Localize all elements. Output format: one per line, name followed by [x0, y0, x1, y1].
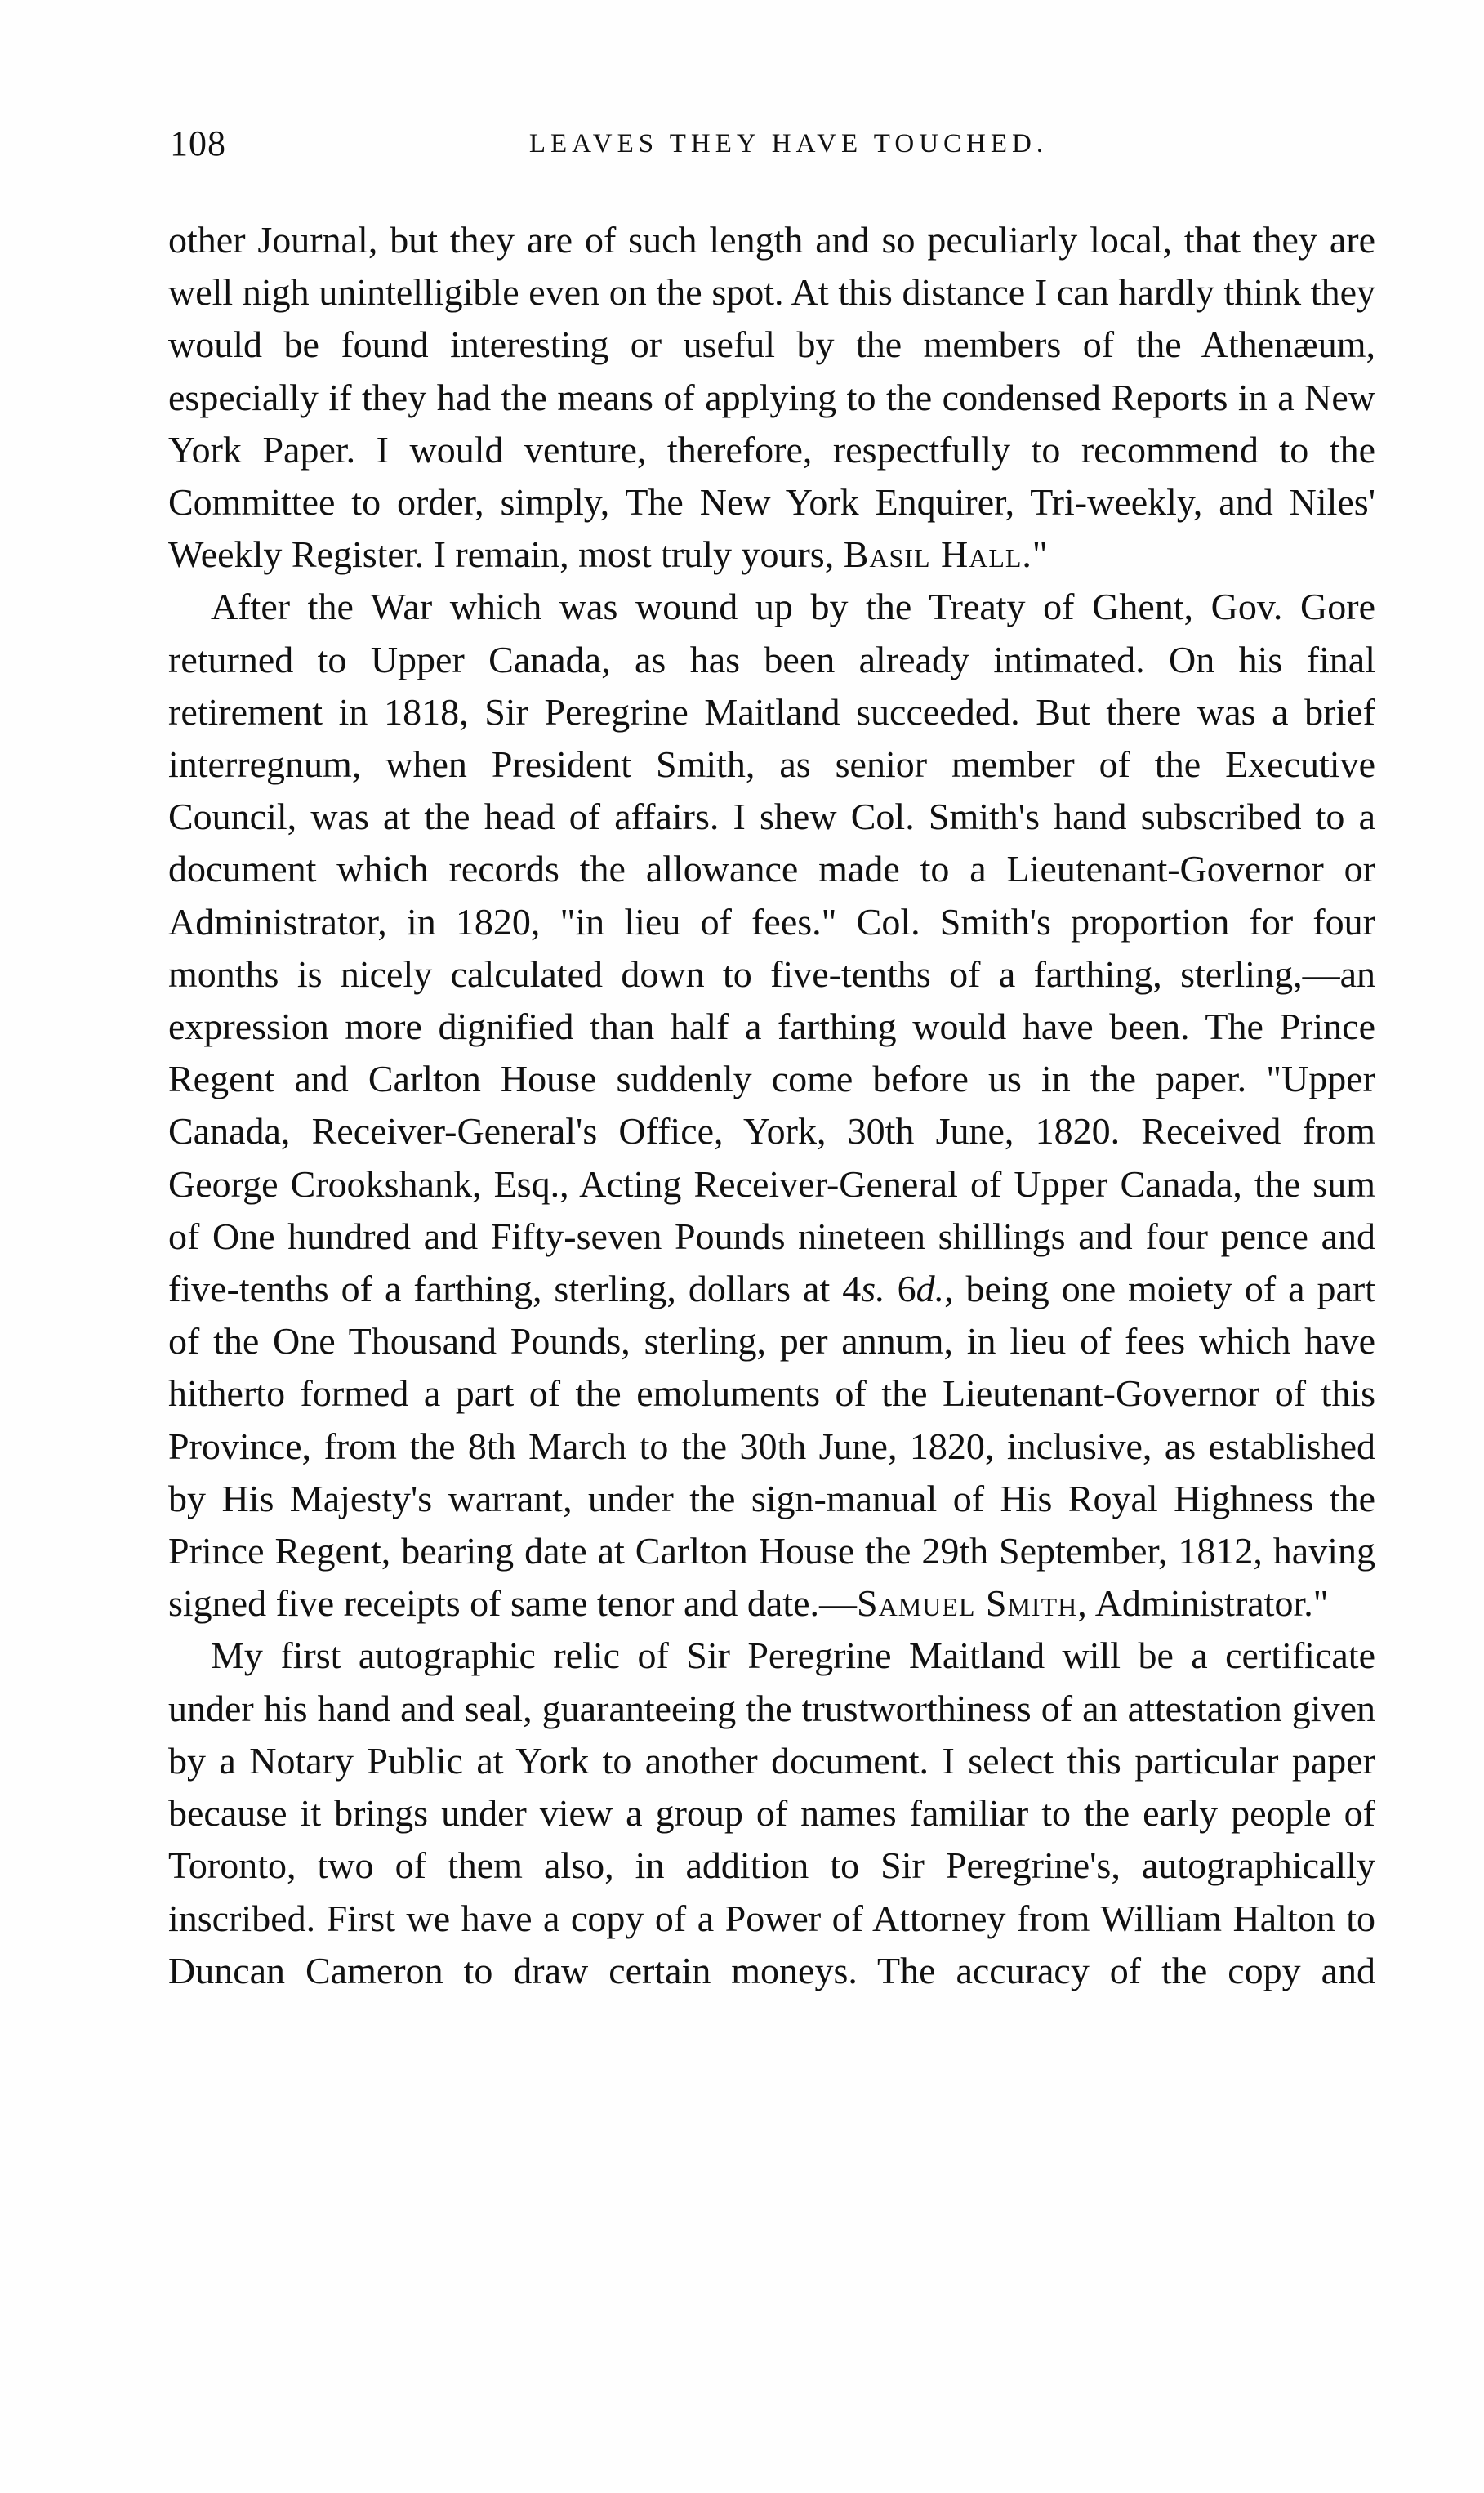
- page-number: 108: [170, 123, 226, 163]
- signature-samuel-smith: Samuel Smith,: [857, 1582, 1088, 1625]
- closing-quote: ": [1032, 533, 1048, 576]
- paragraph-text: After the War which was wound up by the Treaty of Ghent, Gov. Gore returned to Upper Canada, as has been already intimated. On his final retirement in 1818, Sir Peregrine Maitland succeeded. But there was a brief interregnum, when President Smith, as senior member of the Executive Council, was at the head of affairs. I shew Col. Smith's hand subscribed to a document which records the allowance made to a Lieutenant-Governor or Administrator, in 1820, "in lieu of fees." Col. Smith's proportion for four months is nicely calculated down to five-tenths of a farthing, sterling,—an expression more dignified than half a farthing would have been. The Prince Regent and Carlton House suddenly come before us in the paper. "Upper Canada, Receiver-General's Office, York, 30th June, 1820. Received from George Crookshank, Esq., Acting Receiver-General of Upper Canada, the sum of One hundred and Fifty-seven Pounds nineteen shillings and four pence and five-tenths of a farthing, sterling, dollars at 4: [168, 586, 1375, 1310]
- body-text: [168, 214, 1375, 1997]
- paragraph-smith-receipt: [168, 581, 1375, 1630]
- paragraph-text: My first autographic relic of Sir Peregrine Maitland will be a certificate under his hand and seal, guaranteeing the trustworthiness of an attestation given by a Notary Public at York to another document. I select this particular paper because it brings under view a group of names familiar to the early people of Toronto, two of them also, in addition to Sir Peregrine's, autographically inscribed. First we have a copy of a Power of Attorney from William Halton to Duncan Cameron to draw certain moneys. The accuracy of the copy and: [168, 1634, 1375, 1991]
- italic-pence: d.: [916, 1268, 945, 1310]
- paragraph-text: other Journal, but they are of such length and so peculiarly local, that they are well nigh unintelligible even on the spot. At this distance I can hardly think they would be found interesting or useful by the members of the Athenæum, especially if they had the means of applying to the condensed Reports in a New York Paper. I would venture, therefore, respectfully to recommend to the Committee to order, simply, The New York Enquirer, Tri-weekly, and Niles' Weekly Register. I remain, most truly yours,: [168, 219, 1375, 576]
- paragraph-text: Administrator.": [1087, 1582, 1329, 1625]
- paragraph-basil-hall-letter: [168, 214, 1375, 581]
- paragraph-text: , being one moiety of a part of the One Thousand Pounds, sterling, per annum, in lieu of fees which have hitherto formed a part of the emoluments of the Lieutenant-Governor of this Province, from the 8th March to the 30th June, 1820, inclusive, as established by His Majesty's warrant, under the sign-manual of His Royal Highness the Prince Regent, bearing date at Carlton House the 29th September, 1812, having signed five receipts of same tenor and date.—: [168, 1268, 1376, 1625]
- paragraph-text: 6: [885, 1268, 916, 1310]
- signature-basil-hall: Basil Hall.: [843, 533, 1032, 576]
- running-title: LEAVES THEY HAVE TOUCHED.: [528, 129, 1049, 158]
- italic-shillings: s.: [861, 1268, 885, 1310]
- paragraph-maitland-certificate: [168, 1630, 1375, 1996]
- page-header: [170, 123, 1375, 180]
